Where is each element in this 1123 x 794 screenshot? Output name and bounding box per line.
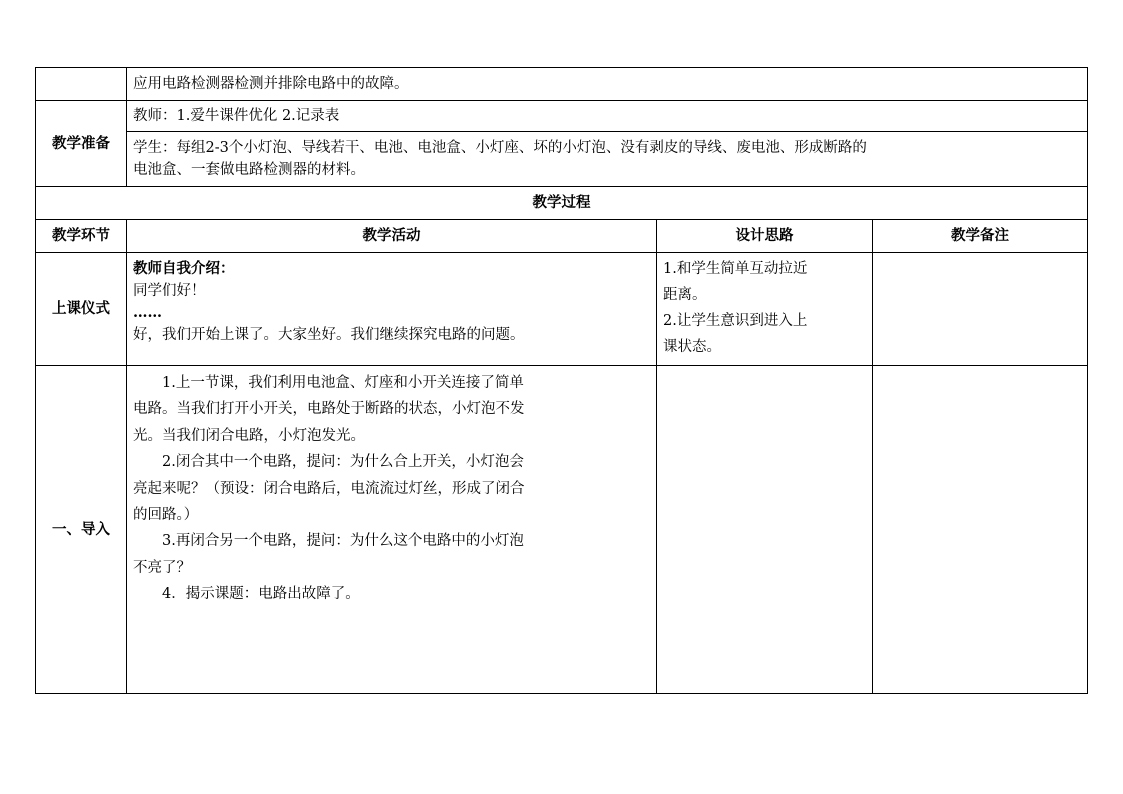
stage-label: 上课仪式	[36, 253, 127, 366]
activity-line: 好，我们开始上课了。大家坐好。我们继续探究电路的问题。	[133, 327, 525, 343]
header-stage: 教学环节	[36, 220, 127, 253]
preparation-teacher-row	[36, 101, 1088, 132]
preparation-teacher-text: 教师：1.爱牛课件优化 2.记录表	[127, 101, 1088, 132]
activity-line: ……	[133, 304, 162, 321]
lesson-plan-table	[35, 67, 1088, 694]
process-title-row	[36, 187, 1088, 220]
preparation-student-line: 学生：每组2-3个小灯泡、导线若干、电池、电池盒、小灯座、坏的小灯泡、没有剥皮的导线、废电池、形成断路的	[133, 140, 867, 156]
activity-line: 3.再闭合另一个电路，提问：为什么这个电路中的小灯泡	[162, 533, 524, 550]
activity-line: 电路。当我们打开小开关，电路处于断路的状态，小灯泡不发	[133, 401, 525, 418]
preparation-student-row	[36, 132, 1088, 187]
activity-line: 同学们好！	[133, 283, 206, 299]
activity-line: 2.闭合其中一个电路，提问：为什么合上开关，小灯泡会	[162, 454, 524, 471]
notes-cell	[873, 366, 1088, 694]
objective-text: 应用电路检测器检测并排除电路中的故障。	[127, 68, 1088, 101]
activity-cell	[127, 253, 657, 366]
header-activity: 教学活动	[127, 220, 657, 253]
activity-line: 不亮了？	[133, 559, 191, 576]
design-line: 2.让学生意识到进入上	[663, 313, 808, 329]
design-line: 课状态。	[663, 339, 721, 355]
process-title: 教学过程	[36, 187, 1088, 220]
design-line: 1.和学生简单互动拉近	[663, 261, 808, 277]
stage-row-intro	[36, 366, 1088, 694]
notes-cell	[873, 253, 1088, 366]
stage-label: 一、导入	[36, 366, 127, 694]
preparation-student-cell	[127, 132, 1088, 187]
objective-row	[36, 68, 1088, 101]
design-cell	[657, 366, 873, 694]
design-cell	[657, 253, 873, 366]
activity-line: 的回路。）	[133, 507, 199, 524]
header-design: 设计思路	[657, 220, 873, 253]
objective-label-cell	[36, 68, 127, 101]
activity-line: 光。当我们闭合电路，小灯泡发光。	[133, 427, 365, 444]
header-notes: 教学备注	[873, 220, 1088, 253]
activity-line: 4．揭示课题：电路出故障了。	[162, 586, 360, 603]
stage-row-ceremony	[36, 253, 1088, 366]
preparation-label: 教学准备	[36, 101, 127, 187]
activity-line: 亮起来呢？（预设：闭合电路后，电流流过灯丝，形成了闭合	[133, 480, 525, 497]
activity-line: 1.上一节课，我们利用电池盒、灯座和小开关连接了简单	[162, 375, 524, 391]
activity-cell	[127, 366, 657, 694]
process-header-row	[36, 220, 1088, 253]
activity-heading: 教师自我介绍：	[133, 260, 235, 277]
preparation-student-line: 电池盒、一套做电路检测器的材料。	[133, 162, 365, 178]
design-line: 距离。	[663, 287, 707, 303]
